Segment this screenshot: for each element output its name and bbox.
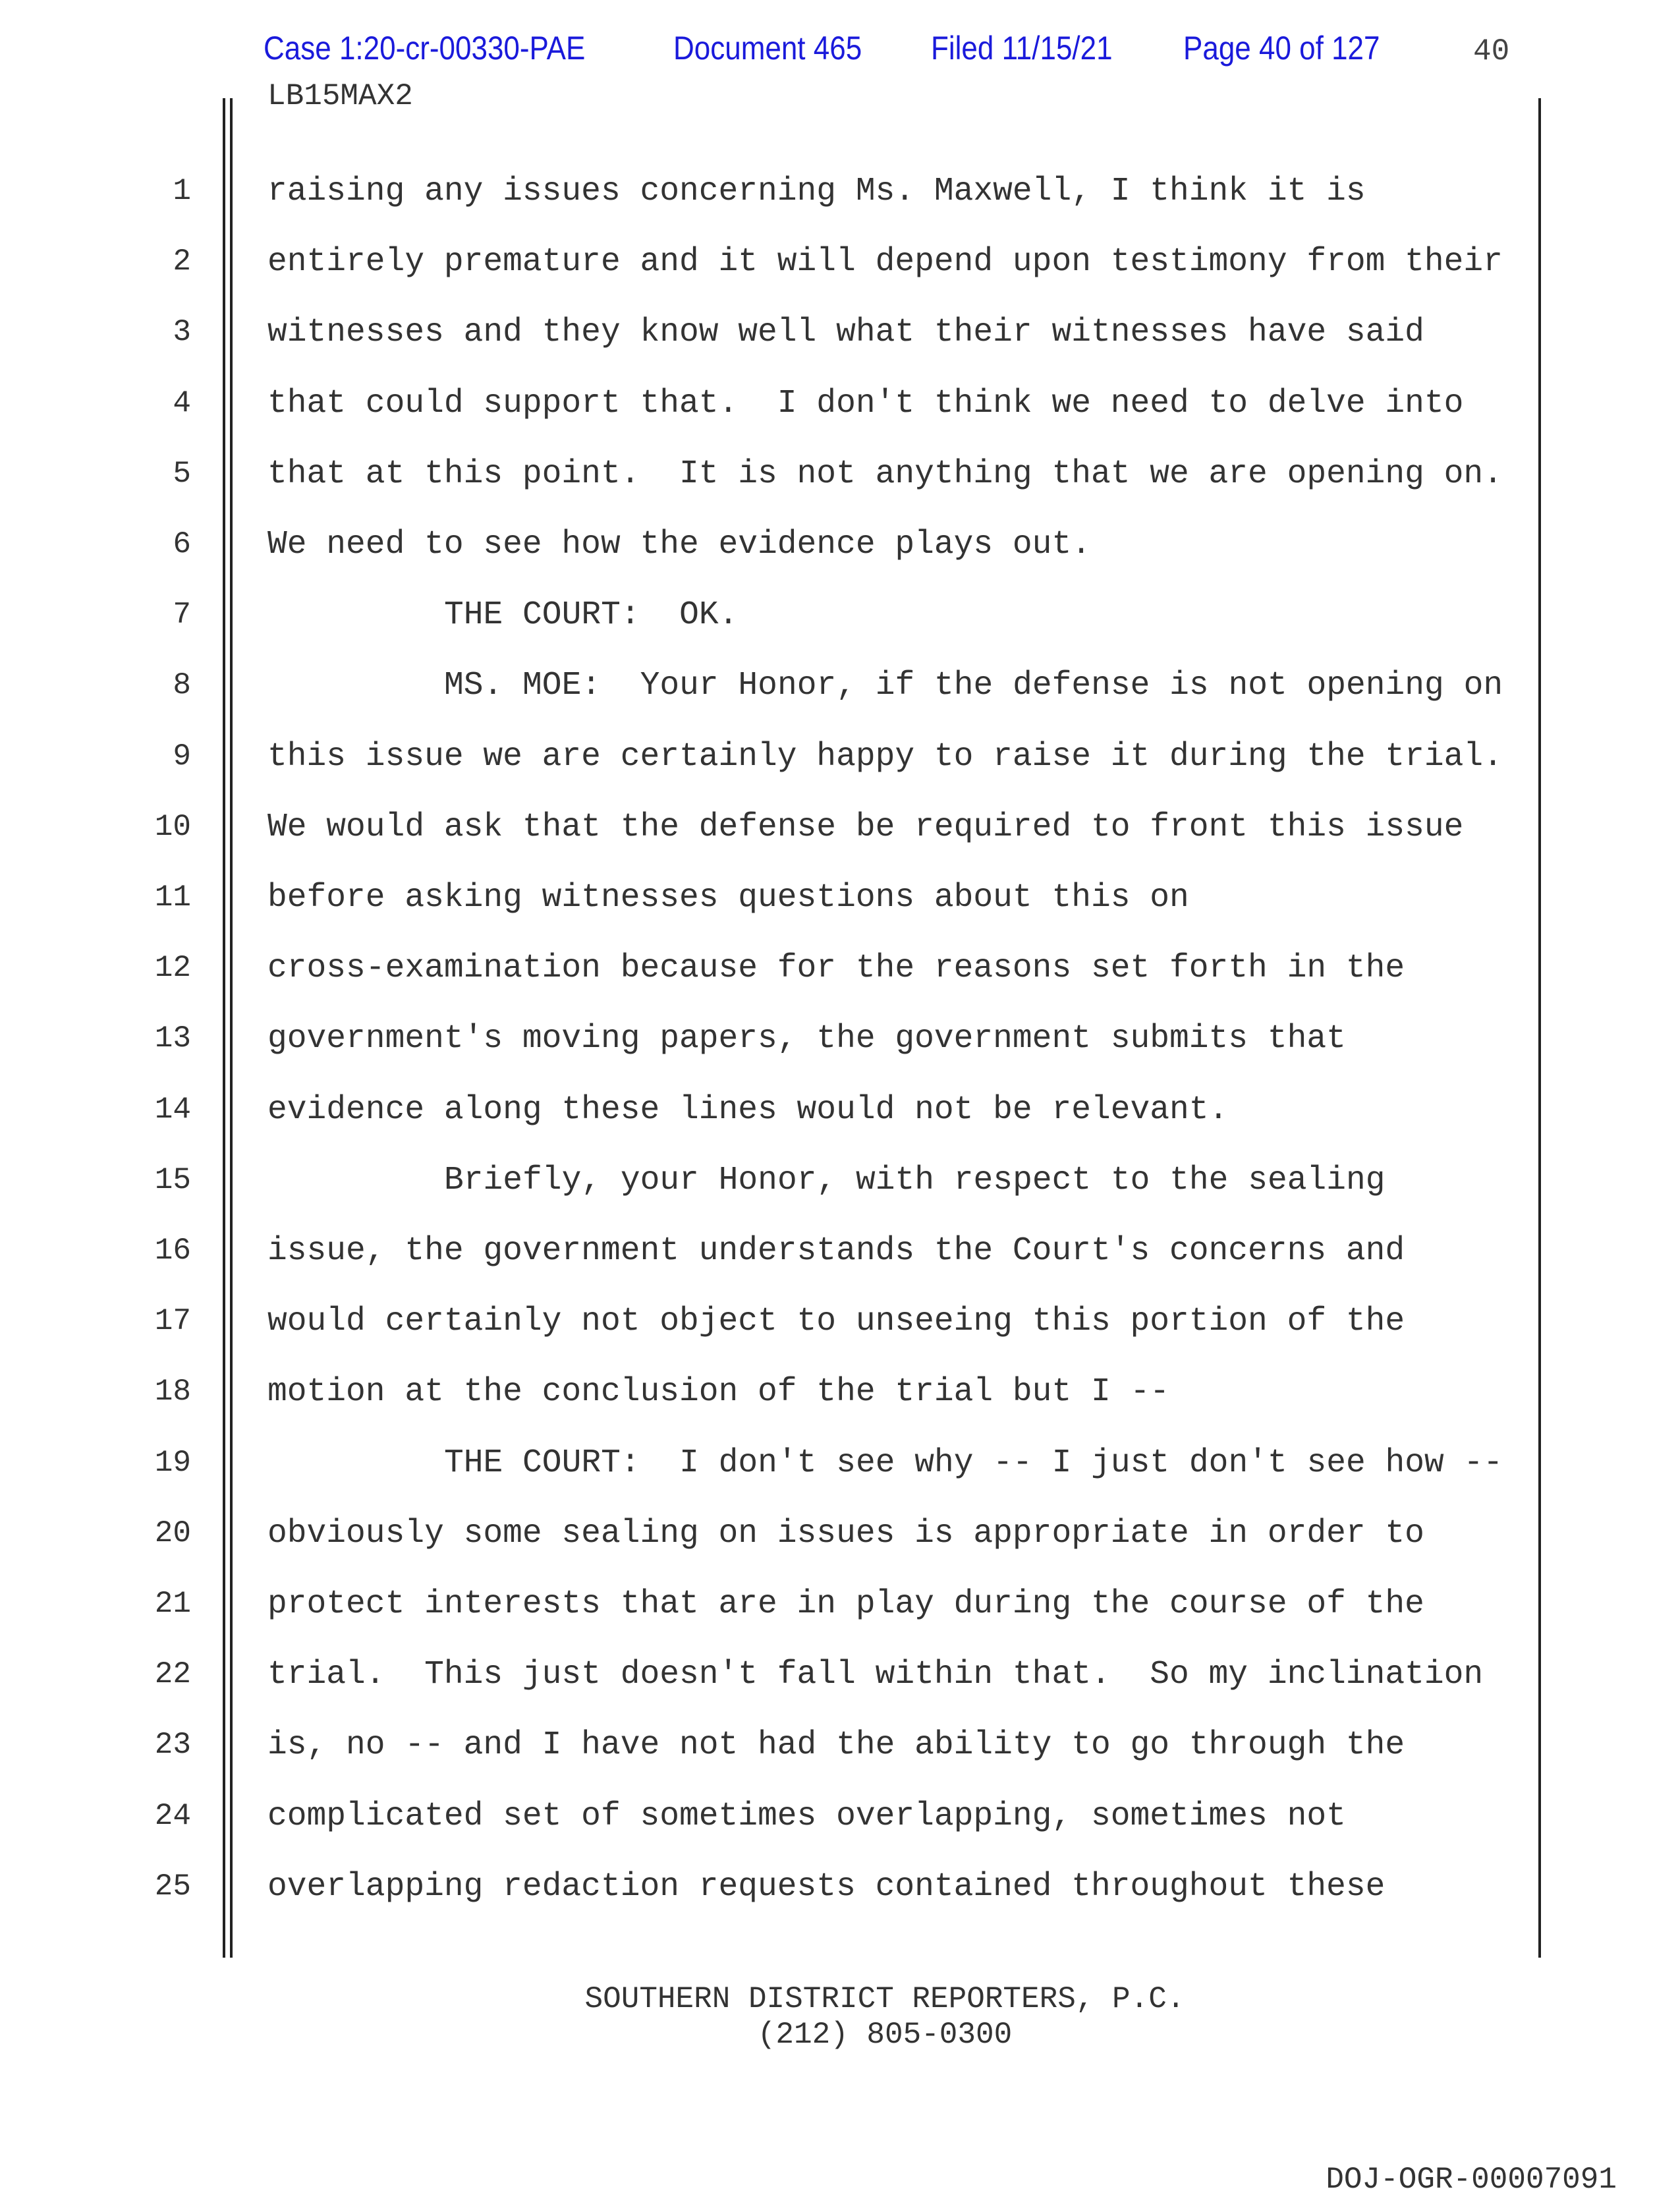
transcript-line: witnesses and they know well what their witnesses have said: [267, 314, 1424, 351]
line-number: 3: [173, 315, 191, 350]
line-number: 24: [154, 1798, 191, 1833]
transcript-line: evidence along these lines would not be relevant.: [267, 1091, 1229, 1128]
transcript-line: entirely premature and it will depend upon testimony from their: [267, 243, 1503, 281]
right-margin-rule: [1538, 98, 1541, 1958]
line-number: 6: [173, 527, 191, 561]
line-number: 8: [173, 668, 191, 703]
transcript-line: Briefly, your Honor, with respect to the sealing: [444, 1161, 1386, 1199]
line-number: 12: [154, 951, 191, 986]
line-number: 20: [154, 1516, 191, 1550]
transcript-line: is, no -- and I have not had the ability to go through the: [267, 1726, 1405, 1764]
transcript-line: would certainly not object to unseeing this portion of the: [267, 1303, 1405, 1340]
transcript-line: government's moving papers, the government submits that: [267, 1020, 1346, 1058]
page-of-total: Page 40 of 127: [1183, 30, 1380, 67]
filed-date: Filed 11/15/21: [931, 30, 1113, 67]
line-number: 16: [154, 1234, 191, 1268]
line-number: 11: [154, 880, 191, 915]
transcript-line: before asking witnesses questions about this on: [267, 879, 1189, 916]
transcript-line: protect interests that are in play during the course of the: [267, 1585, 1424, 1622]
line-number: 25: [154, 1869, 191, 1904]
reporter-name: SOUTHERN DISTRICT REPORTERS, P.C.: [584, 1982, 1185, 2016]
transcript-line: that at this point. It is not anything that we are opening on.: [267, 455, 1503, 492]
transcript-line: THE COURT: I don't see why -- I just don't see how --: [444, 1444, 1503, 1481]
line-number: 5: [173, 456, 191, 491]
transcript-line: raising any issues concerning Ms. Maxwell, I think it is: [267, 173, 1366, 210]
transcript-code: LB15MAX2: [267, 79, 413, 113]
line-number: 9: [173, 739, 191, 774]
line-number: 19: [154, 1445, 191, 1480]
transcript-line: We would ask that the defense be required to front this issue: [267, 808, 1464, 845]
transcript-line: trial. This just doesn't fall within that. So my inclination: [267, 1656, 1484, 1693]
reporter-phone: (212) 805-0300: [757, 2018, 1013, 2052]
line-number: 2: [173, 244, 191, 279]
transcript-line: complicated set of sometimes overlapping, sometimes not: [267, 1797, 1346, 1834]
transcript-line: obviously some sealing on issues is appropriate in order to: [267, 1514, 1424, 1552]
transcript-line: overlapping redaction requests contained throughout these: [267, 1867, 1386, 1905]
transcript-line: We need to see how the evidence plays out.: [267, 526, 1091, 563]
line-number: 21: [154, 1587, 191, 1621]
transcript-page-number: 40: [1473, 34, 1510, 69]
bates-number: DOJ-OGR-00007091: [1326, 2163, 1617, 2197]
line-number: 22: [154, 1657, 191, 1692]
line-number: 17: [154, 1304, 191, 1339]
line-number: 1: [173, 174, 191, 208]
line-number: 23: [154, 1728, 191, 1763]
transcript-line: MS. MOE: Your Honor, if the defense is not opening on: [444, 667, 1503, 704]
line-number: 10: [154, 809, 191, 844]
line-number: 14: [154, 1092, 191, 1127]
transcript-line: this issue we are certainly happy to raise it during the trial.: [267, 737, 1503, 775]
document-number: Document 465: [673, 30, 862, 67]
line-number: 13: [154, 1021, 191, 1056]
transcript-line: THE COURT: OK.: [444, 596, 739, 634]
left-margin-rule: [223, 98, 225, 1958]
line-number: 18: [154, 1375, 191, 1409]
left-margin-rule-inner: [230, 98, 233, 1958]
transcript-line: motion at the conclusion of the trial but I --: [267, 1373, 1170, 1411]
case-number: Case 1:20-cr-00330-PAE: [264, 30, 586, 67]
transcript-line: cross-examination because for the reasons set forth in the: [267, 950, 1405, 987]
line-number: 4: [173, 385, 191, 420]
line-number: 15: [154, 1162, 191, 1197]
transcript-line: issue, the government understands the Court's concerns and: [267, 1232, 1405, 1269]
line-number: 7: [173, 598, 191, 633]
transcript-line: that could support that. I don't think we need to delve into: [267, 384, 1464, 422]
